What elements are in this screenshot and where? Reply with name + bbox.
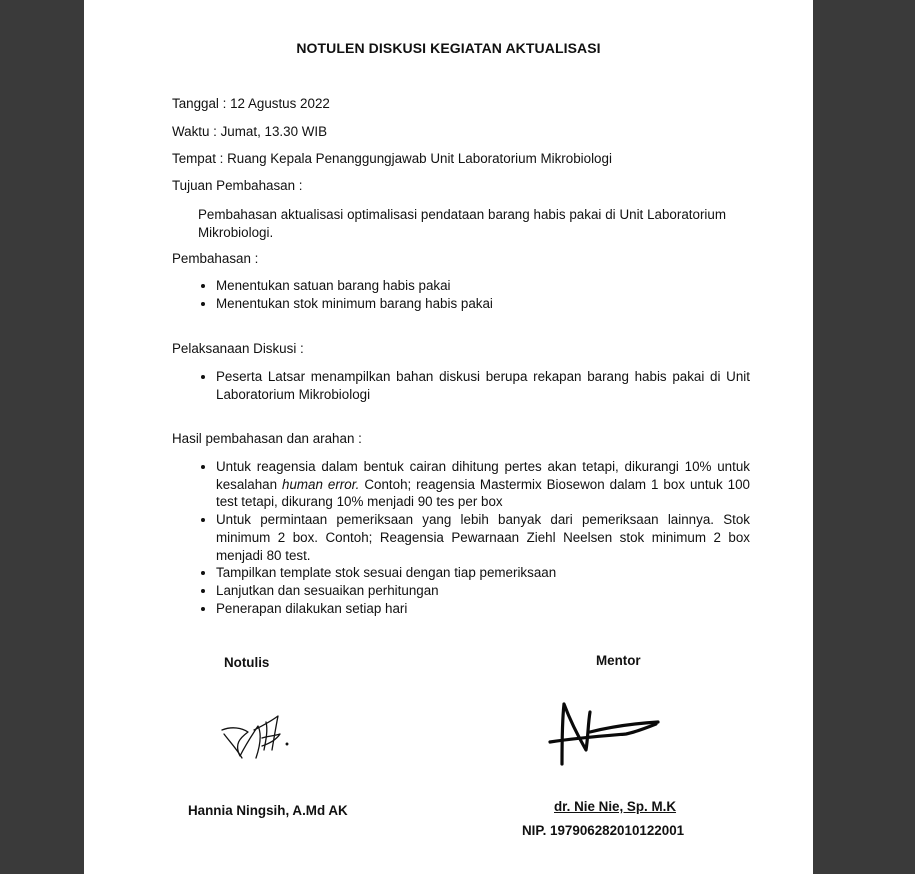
mentor-signature-image	[546, 698, 666, 770]
mentor-name: dr. Nie Nie, Sp. M.K	[554, 799, 677, 814]
list-item: • Peserta Latsar menampilkan bahan diskusi berupa rekapan barang habis pakai di Unit Laboratorium Mikrobiologi	[216, 368, 750, 403]
result-text-1a: Untuk reagensia dalam bentuk cairan dihitung pertes akan tetapi, dikurangi 10% untuk kesalahan	[216, 459, 750, 492]
list-item: • Tampilkan template stok sesuai dengan tiap pemeriksaan	[216, 564, 750, 582]
discussion-list	[192, 277, 750, 312]
mentor-label: Mentor	[596, 653, 641, 668]
purpose-text: Pembahasan aktualisasi optimalisasi pendataan barang habis pakai di Unit Laboratorium Mikrobiologi.	[198, 207, 726, 240]
document-title: NOTULEN DISKUSI KEGIATAN AKTUALISASI	[296, 40, 601, 56]
result-text-1c: Contoh; reagensia Mastermix Biosewon dalam 1 box untuk 100 test tetapi, dikurang 10% menjadi 90 tes per box	[216, 476, 750, 510]
mentor-nip: NIP. 197906282010122001	[522, 823, 685, 838]
results-label: Hasil pembahasan dan arahan :	[172, 431, 362, 446]
notulis-label: Notulis	[224, 655, 270, 670]
list-item	[216, 458, 750, 511]
date-line: Tanggal : 12 Agustus 2022	[172, 96, 330, 111]
results-list	[192, 458, 750, 617]
result-text-1b: human error.	[282, 476, 360, 492]
list-item: • Penerapan dilakukan setiap hari	[216, 600, 750, 618]
list-item: • Menentukan stok minimum barang habis pakai	[216, 295, 750, 313]
execution-label: Pelaksanaan Diskusi :	[172, 341, 304, 356]
list-item: • Menentukan satuan barang habis pakai	[216, 277, 750, 295]
notulis-signature-image	[218, 708, 298, 768]
list-item: • Lanjutkan dan sesuaikan perhitungan	[216, 582, 750, 600]
place-line: Tempat : Ruang Kepala Penanggungjawab Unit Laboratorium Mikrobiologi	[172, 151, 612, 166]
notulis-name: Hannia Ningsih, A.Md AK	[188, 803, 348, 818]
purpose-label: Tujuan Pembahasan :	[172, 178, 303, 193]
document-page	[84, 0, 813, 874]
list-item: • Untuk permintaan pemeriksaan yang lebih banyak dari pemeriksaan lainnya. Stok minimum 2 box. Contoh; Reagensia Pewarnaan Ziehl Neelsen stok minimum 2 box menjadi 80 test.	[216, 511, 750, 564]
execution-list	[192, 368, 750, 403]
time-line: Waktu : Jumat, 13.30 WIB	[172, 124, 328, 139]
discussion-label: Pembahasan :	[172, 251, 259, 266]
